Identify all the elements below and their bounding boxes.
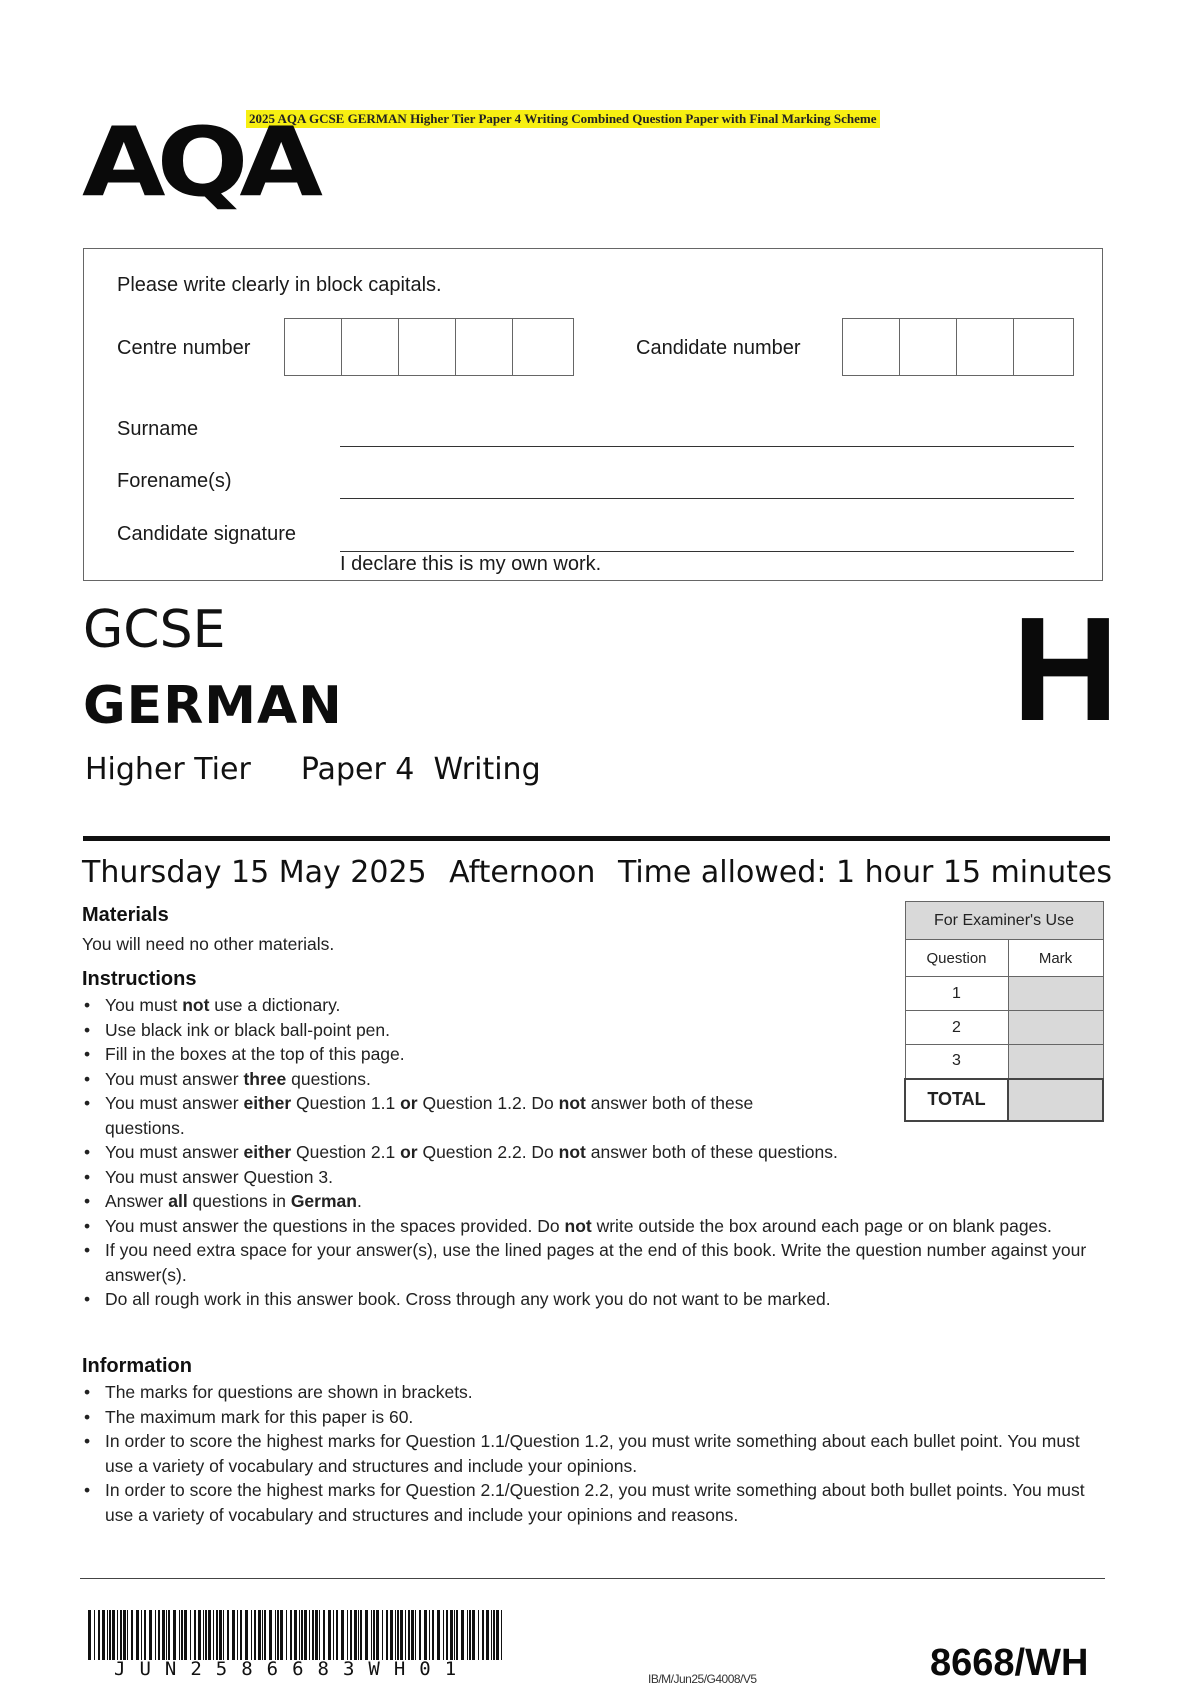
barcode-bar	[258, 1610, 261, 1660]
barcode-bar	[280, 1610, 283, 1660]
barcode-bar	[501, 1610, 502, 1660]
barcode-bar	[166, 1610, 167, 1660]
barcode-bar	[155, 1610, 156, 1660]
title-divider	[83, 836, 1110, 841]
instruction-item: • If you need extra space for your answer(s), use the lined pages at the end of this book. Write the question number against your answer(s).	[82, 1238, 1097, 1287]
barcode-bar	[181, 1610, 183, 1660]
barcode-bar	[203, 1610, 204, 1660]
instruction-item: • Fill in the boxes at the top of this page.	[82, 1042, 905, 1067]
barcode-bar	[386, 1610, 388, 1660]
candidate-digit-box[interactable]	[1014, 319, 1071, 375]
declaration-text: I declare this is my own work.	[340, 553, 602, 575]
information-item: • In order to score the highest marks for Question 2.1/Question 2.2, you must write something about both bullet points. You must use a variety of vocabulary and structures and include your opinions and reasons.	[82, 1478, 1097, 1527]
barcode-bar	[482, 1610, 484, 1660]
barcode-bar	[184, 1610, 187, 1660]
barcode-text: JUN2586683WH01	[114, 1658, 471, 1680]
total-mark-cell[interactable]	[1008, 1079, 1103, 1121]
emphasis: either	[243, 1142, 292, 1162]
centre-digit-box[interactable]	[399, 319, 456, 375]
qualification-title: GCSE	[83, 600, 226, 660]
barcode-bar	[136, 1610, 139, 1660]
tier-letter: H	[1012, 587, 1119, 752]
question-number-3: 3	[905, 1045, 1008, 1079]
barcode-bar	[162, 1610, 165, 1660]
barcode-bar	[251, 1610, 252, 1660]
barcode-bar	[237, 1610, 238, 1660]
barcode-bar	[450, 1610, 453, 1660]
question-number-1: 1	[905, 977, 1008, 1011]
barcode-bar	[371, 1610, 372, 1660]
form-instruction: Please write clearly in block capitals.	[117, 274, 442, 296]
emphasis: either	[243, 1093, 292, 1113]
barcode-bar	[454, 1610, 455, 1660]
barcode-bar	[194, 1610, 196, 1660]
examiner-table-title: For Examiner's Use	[905, 902, 1103, 940]
barcode-bar	[304, 1610, 307, 1660]
barcode-bar	[294, 1610, 297, 1660]
question-number-2: 2	[905, 1011, 1008, 1045]
barcode-bar	[354, 1610, 357, 1660]
barcode-bar	[432, 1610, 434, 1660]
forename-label: Forename(s)	[117, 470, 232, 492]
surname-label: Surname	[117, 418, 199, 440]
barcode-bar	[264, 1610, 266, 1660]
barcode-bar	[107, 1610, 108, 1660]
barcode-bar	[456, 1610, 458, 1660]
barcode-bar	[190, 1610, 191, 1660]
candidate-details-box	[83, 248, 1103, 581]
barcode-bar	[301, 1610, 303, 1660]
paper-code: 8668/WH	[930, 1642, 1089, 1684]
barcode-bar	[312, 1610, 314, 1660]
barcode-graphic	[88, 1610, 502, 1660]
mark-col-header: Mark	[1008, 940, 1103, 977]
barcode-bar	[232, 1610, 235, 1660]
mark-cell[interactable]	[1008, 977, 1103, 1011]
barcode-bar	[395, 1610, 396, 1660]
barcode-bar	[219, 1610, 222, 1660]
barcode-bar	[144, 1610, 146, 1660]
examiners-use-table	[904, 901, 1104, 1122]
barcode-bar	[443, 1610, 444, 1660]
information-item: • In order to score the highest marks for Question 1.1/Question 1.2, you must write something about each bullet point. You must use a variety of vocabulary and structures and include your opinions.	[82, 1429, 1097, 1478]
instruction-item: • Answer all questions in German.	[82, 1189, 1097, 1214]
forename-line[interactable]	[340, 498, 1074, 499]
barcode-bar	[328, 1610, 331, 1660]
candidate-number-boxes[interactable]	[842, 318, 1074, 376]
barcode-bar	[262, 1610, 263, 1660]
exam-date-line	[82, 855, 1112, 890]
barcode-bar	[216, 1610, 218, 1660]
centre-digit-box[interactable]	[456, 319, 513, 375]
emphasis: three	[243, 1068, 287, 1089]
barcode-bar	[323, 1610, 325, 1660]
barcode-bar	[141, 1610, 142, 1660]
instruction-item: • You must answer the questions in the spaces provided. Do not write outside the box around each page or on blank pages.	[82, 1214, 1097, 1239]
barcode-bar	[120, 1610, 122, 1660]
barcode-bar	[208, 1610, 211, 1660]
materials-text: You will need no other materials.	[82, 934, 335, 954]
instruction-item: • You must answer three questions.	[82, 1067, 905, 1092]
emphasis: all	[168, 1191, 188, 1211]
barcode-bar	[472, 1610, 475, 1660]
reference-code: IB/M/Jun25/G4008/V5	[648, 1672, 757, 1686]
barcode-bar	[149, 1610, 152, 1660]
materials-heading: Materials	[82, 904, 169, 926]
barcode-bar	[213, 1610, 214, 1660]
exam-session: Afternoon	[449, 855, 596, 890]
barcode-bar	[350, 1610, 352, 1660]
barcode-bar	[496, 1610, 499, 1660]
banner-title: 2025 AQA GCSE GERMAN Higher Tier Paper 4 Writing Combined Question Paper with Final Marking Scheme	[246, 110, 880, 128]
barcode-bar	[341, 1610, 344, 1660]
barcode-bar	[127, 1610, 128, 1660]
barcode-bar	[373, 1610, 375, 1660]
barcode-bar	[424, 1610, 427, 1660]
barcode-bar	[469, 1610, 471, 1660]
barcode-bar	[112, 1610, 115, 1660]
instruction-item: • Do all rough work in this answer book. Cross through any work you do not want to be marked.	[82, 1287, 1097, 1312]
barcode-bar	[102, 1610, 105, 1660]
tier-paper-line	[85, 752, 541, 787]
barcode-bar	[290, 1610, 292, 1660]
barcode-bar	[478, 1610, 479, 1660]
emphasis: German	[290, 1191, 357, 1211]
subject-title: GERMAN	[83, 676, 343, 736]
barcode-bar	[315, 1610, 318, 1660]
tier-label: Higher Tier	[85, 752, 251, 787]
centre-digit-box[interactable]	[285, 319, 342, 375]
instruction-item: • You must answer Question 3.	[82, 1165, 1097, 1190]
candidate-digit-box[interactable]	[843, 319, 900, 375]
barcode-bar	[158, 1610, 160, 1660]
aqa-logo: AQA	[82, 108, 314, 219]
barcode-bar	[437, 1610, 440, 1660]
barcode-bar	[493, 1610, 495, 1660]
barcode-bar	[486, 1610, 489, 1660]
barcode-bar	[467, 1610, 468, 1660]
centre-number-label: Centre number	[117, 337, 251, 359]
barcode-bar	[333, 1610, 334, 1660]
instruction-item: • You must not use a dictionary.	[82, 993, 905, 1018]
exam-date: Thursday 15 May 2025	[82, 855, 427, 890]
centre-digit-box[interactable]	[513, 319, 570, 375]
barcode-bar	[117, 1610, 118, 1660]
barcode-bar	[429, 1610, 430, 1660]
emphasis: not	[564, 1215, 592, 1236]
instructions-heading: Instructions	[82, 968, 197, 990]
surname-line[interactable]	[340, 446, 1074, 447]
centre-number-boxes[interactable]	[284, 318, 574, 376]
mark-cell[interactable]	[1008, 1011, 1103, 1045]
instruction-item: • Use black ink or black ball-point pen.	[82, 1018, 905, 1043]
barcode-bar	[400, 1610, 403, 1660]
barcode-bar	[358, 1610, 359, 1660]
footer-divider	[80, 1578, 1105, 1579]
barcode-bar	[205, 1610, 207, 1660]
information-heading: Information	[82, 1355, 192, 1377]
barcode-bar	[286, 1610, 287, 1660]
barcode-bar	[347, 1610, 348, 1660]
barcode-bar	[223, 1610, 224, 1660]
barcode-bar	[336, 1610, 338, 1660]
barcode-bar	[168, 1610, 170, 1660]
information-item: • The maximum mark for this paper is 60.	[82, 1405, 1097, 1430]
signature-label: Candidate signature	[117, 523, 297, 545]
barcode-bar	[319, 1610, 320, 1660]
question-col-header: Question	[905, 940, 1008, 977]
signature-line[interactable]	[340, 551, 1074, 552]
instruction-item: • You must answer either Question 2.1 or Question 2.2. Do not answer both of these questions.	[82, 1140, 1097, 1165]
barcode-bar	[240, 1610, 242, 1660]
barcode-bar	[419, 1610, 421, 1660]
barcode-bar	[408, 1610, 410, 1660]
barcode-bar	[446, 1610, 448, 1660]
barcode-bar	[376, 1610, 379, 1660]
barcode-bar	[382, 1610, 383, 1660]
barcode-bar	[98, 1610, 100, 1660]
barcode-bar	[131, 1610, 133, 1660]
emphasis: or	[400, 1142, 418, 1162]
information-list	[82, 1380, 1097, 1527]
barcode-bar	[198, 1610, 201, 1660]
emphasis: not	[558, 1093, 586, 1113]
barcode-bar	[245, 1610, 248, 1660]
centre-digit-box[interactable]	[342, 319, 399, 375]
barcode-bar	[123, 1610, 126, 1660]
barcode-bar	[309, 1610, 310, 1660]
emphasis: not	[182, 995, 210, 1015]
time-allowed: Time allowed: 1 hour 15 minutes	[617, 855, 1112, 890]
candidate-digit-box[interactable]	[957, 319, 1014, 375]
barcode-bar	[397, 1610, 399, 1660]
barcode-bar	[299, 1610, 300, 1660]
barcode-bar	[275, 1610, 276, 1660]
barcode-bar	[109, 1610, 111, 1660]
emphasis: not	[558, 1142, 586, 1162]
information-item: • The marks for questions are shown in brackets.	[82, 1380, 1097, 1405]
barcode-bar	[365, 1610, 368, 1660]
barcode-bar	[405, 1610, 406, 1660]
barcode-bar	[179, 1610, 180, 1660]
barcode-bar	[88, 1610, 91, 1660]
barcode-bar	[411, 1610, 414, 1660]
barcode-bar	[254, 1610, 256, 1660]
barcode-bar	[461, 1610, 464, 1660]
barcode-bar	[415, 1610, 416, 1660]
emphasis: or	[400, 1093, 418, 1113]
barcode-bar	[173, 1610, 176, 1660]
candidate-digit-box[interactable]	[900, 319, 957, 375]
barcode-bar	[277, 1610, 279, 1660]
total-label: TOTAL	[905, 1079, 1008, 1121]
barcode-bar	[94, 1610, 95, 1660]
barcode-bar	[227, 1610, 229, 1660]
barcode-bar	[491, 1610, 492, 1660]
instruction-item: • You must answer either Question 1.1 or Question 1.2. Do not answer both of these questions.	[82, 1091, 805, 1140]
mark-cell[interactable]	[1008, 1045, 1103, 1079]
barcode-bar	[269, 1610, 272, 1660]
paper-label: Paper 4 Writing	[300, 752, 541, 787]
barcode-bar	[360, 1610, 362, 1660]
barcode-bar	[390, 1610, 393, 1660]
candidate-number-label: Candidate number	[636, 337, 801, 359]
